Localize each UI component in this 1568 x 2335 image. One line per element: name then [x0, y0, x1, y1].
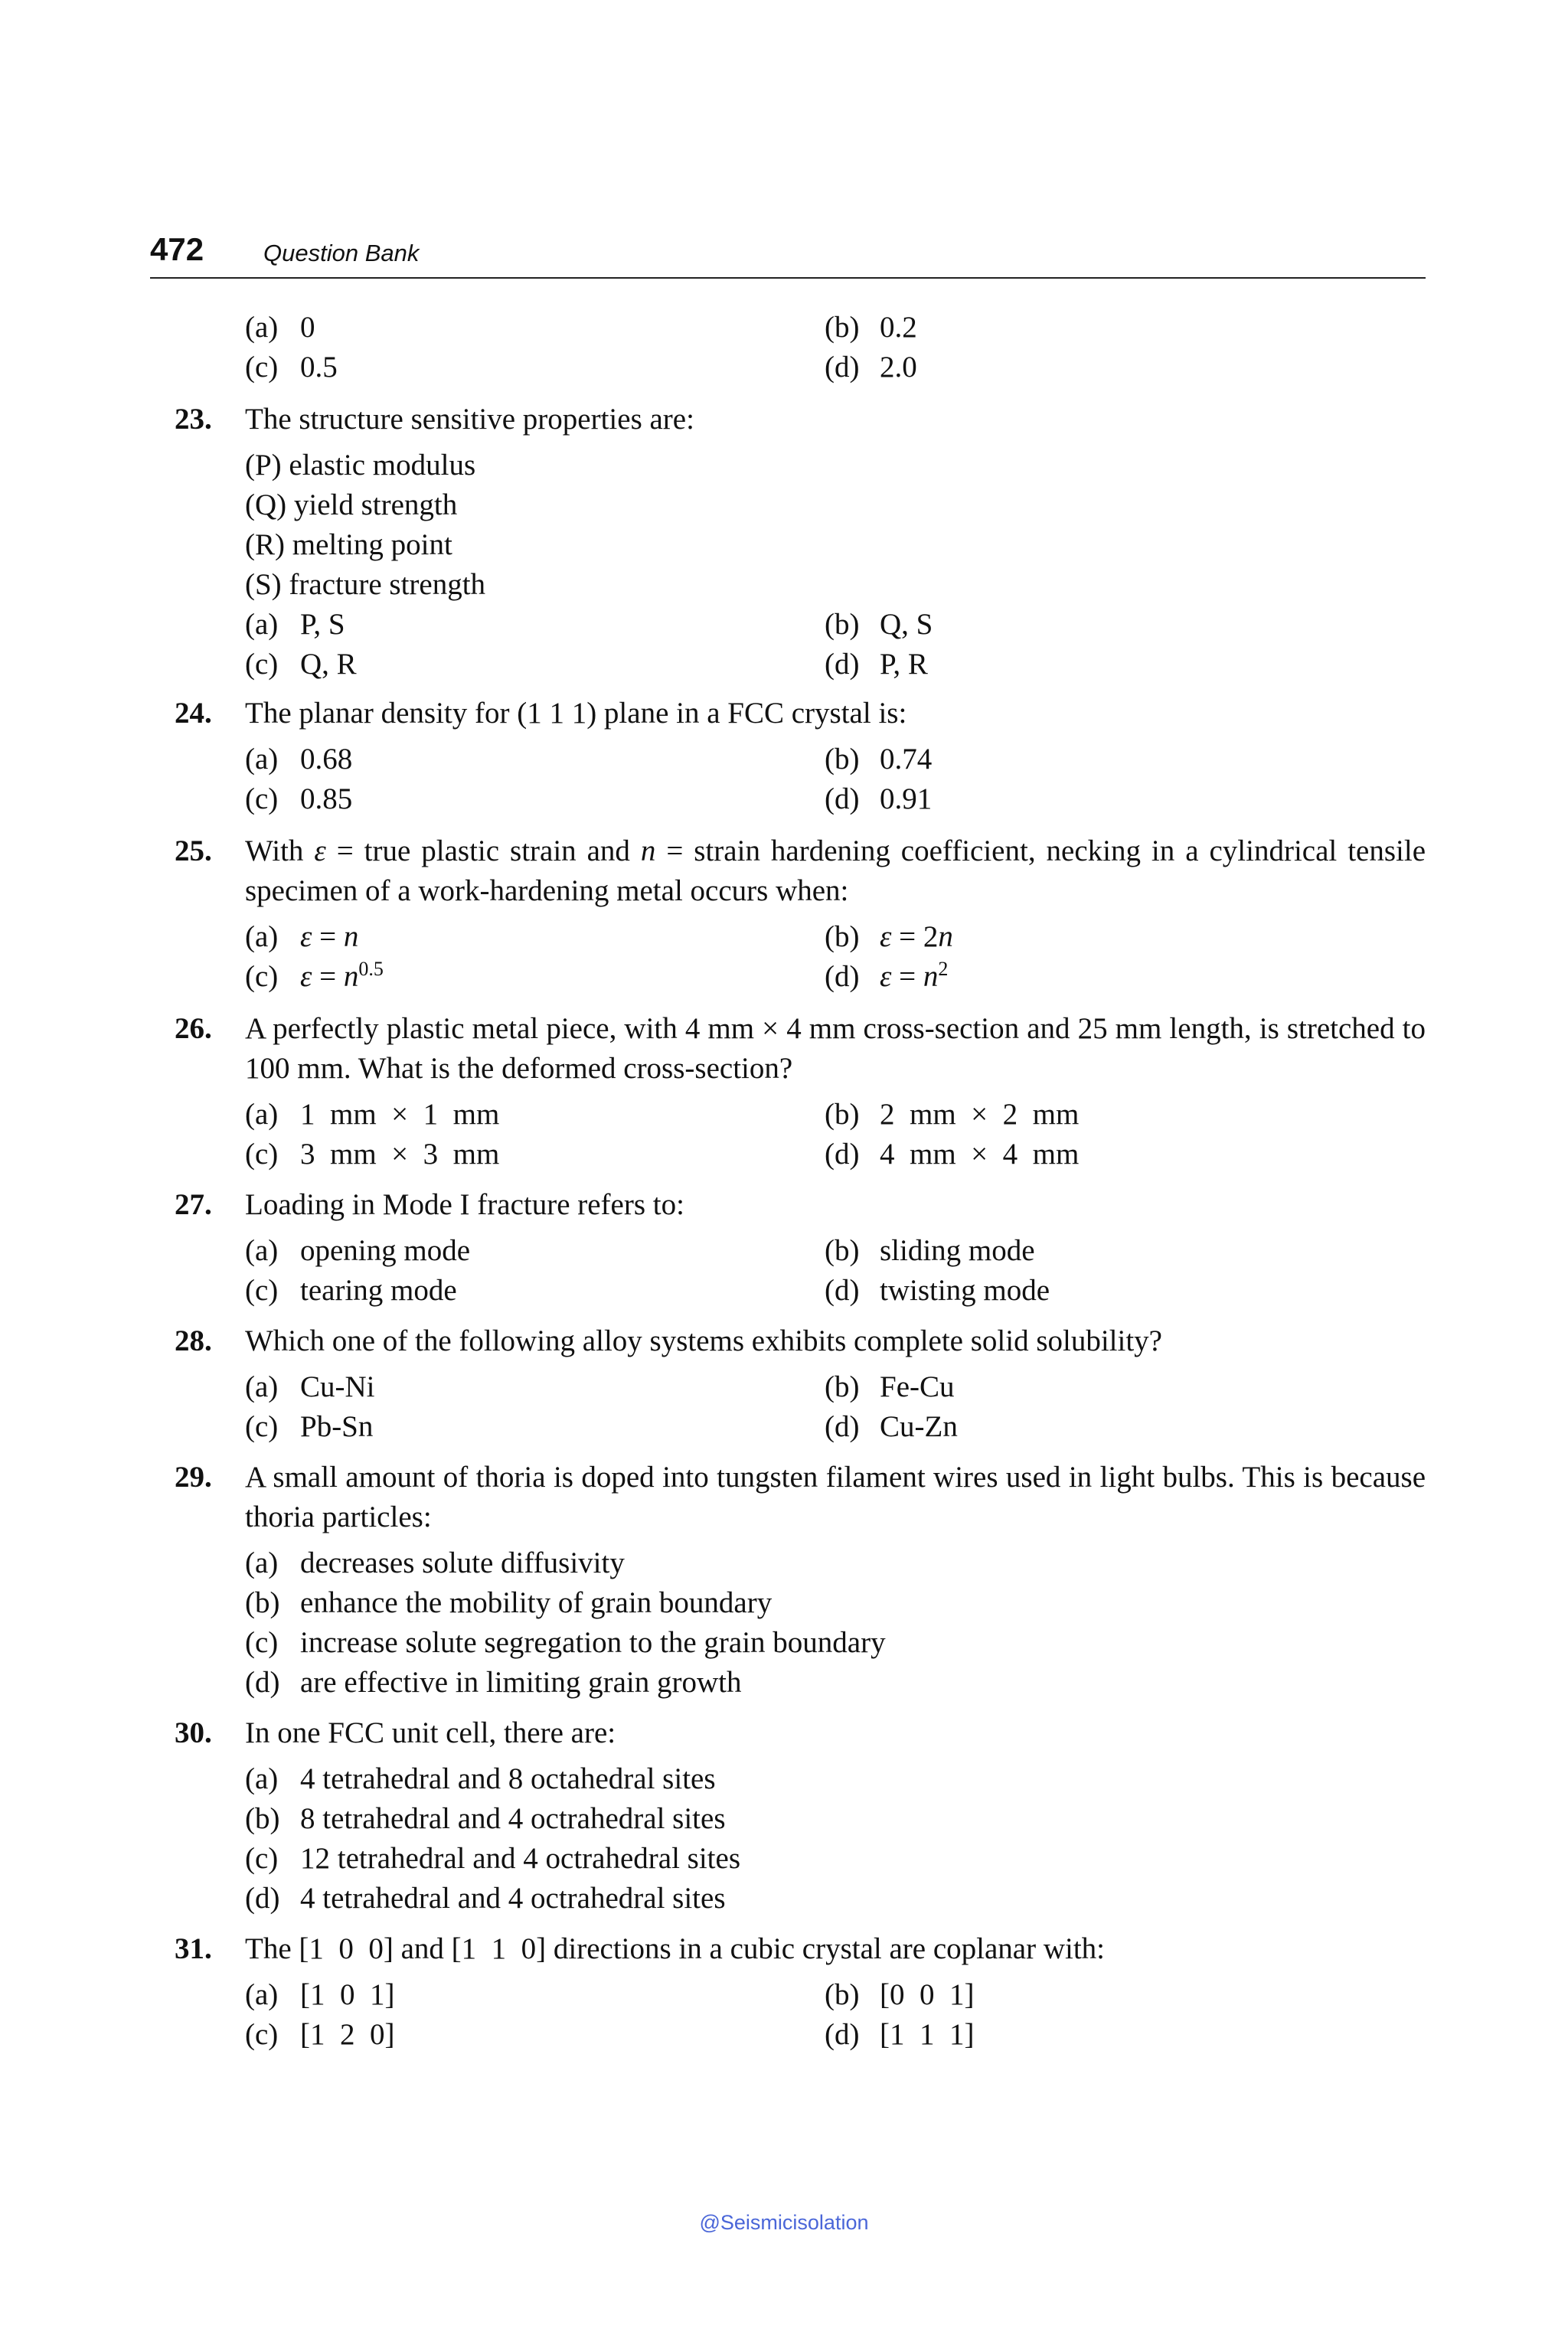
option-c: (c) Q, R [245, 648, 357, 681]
option-d: (d) Cu-Zn [825, 1410, 958, 1443]
option-d: (d) $\varepsilon = n^2$ [825, 958, 949, 993]
watermark: @Seismicisolation [699, 2211, 869, 2234]
question-number: 25. [175, 834, 212, 867]
option-b: (b) ε = 2n [825, 920, 953, 953]
option-d: (d) 4 mm × 4 mm [825, 1138, 1080, 1171]
option-c: (c) $\varepsilon = n^{0.5}$ [245, 958, 384, 993]
question-stem: Which one of the following alloy systems exhibits complete solid solubility? [245, 1324, 1162, 1357]
option-a: (a) P, S [245, 608, 345, 641]
question-stem: Loading in Mode I fracture refers to: [245, 1188, 684, 1221]
question-number: 26. [175, 1012, 212, 1045]
option-d: (d) twisting mode [825, 1274, 1050, 1307]
option-b: (b) 0.74 [825, 743, 933, 776]
running-title: Question Bank [263, 240, 420, 266]
question-number: 29. [175, 1461, 212, 1494]
option-a: (a) 0 [245, 311, 315, 344]
option-d: (d) 4 tetrahedral and 4 octrahedral sites [245, 1882, 726, 1915]
question-number: 24. [175, 697, 212, 730]
option-c: (c) 0.5 [245, 351, 338, 384]
question-number: 28. [175, 1324, 212, 1357]
question-stem: The structure sensitive properties are: [245, 403, 694, 436]
option-b: (b) 0.2 [825, 311, 917, 344]
option-b: (b) Q, S [825, 608, 933, 641]
page-header [150, 230, 1426, 279]
option-b: (b) 8 tetrahedral and 4 octrahedral sites [245, 1802, 726, 1835]
statement-p: (P) elastic modulus [245, 449, 476, 482]
question-stem: The [1 0 0] and [1 1 0] directions in a cubic crystal are coplanar with: [245, 1932, 1106, 1965]
option-a: (a) opening mode [245, 1234, 471, 1267]
option-c: (c) 12 tetrahedral and 4 octrahedral sites [245, 1842, 741, 1875]
question-stem: A perfectly plastic metal piece, with 4 mm × 4 mm cross-section and 25 mm length, is stretched to 100 mm. What is the deformed cross-section? [245, 1012, 1426, 1085]
question-stem: A small amount of thoria is doped into tungsten filament wires used in light bulbs. This is because thoria particles: [245, 1461, 1426, 1533]
option-a: (a) 4 tetrahedral and 8 octahedral sites [245, 1762, 716, 1795]
option-a: (a) [1 0 1] [245, 1978, 395, 2011]
question-stem: In one FCC unit cell, there are: [245, 1716, 616, 1749]
question-number: 30. [175, 1716, 212, 1749]
option-c: (c) increase solute segregation to the grain boundary [245, 1626, 886, 1659]
option-a: (a) Cu-Ni [245, 1370, 375, 1403]
statement-s: (S) fracture strength [245, 568, 486, 601]
question-number: 27. [175, 1188, 212, 1221]
option-d: (d) are effective in limiting grain growth [245, 1666, 742, 1699]
option-d: (d) 2.0 [825, 351, 917, 384]
option-a: (a) ε = n [245, 920, 359, 953]
option-c: (c) 3 mm × 3 mm [245, 1138, 500, 1171]
option-b: (b) 2 mm × 2 mm [825, 1098, 1080, 1131]
option-c: (c) [1 2 0] [245, 2018, 395, 2051]
option-c: (c) 0.85 [245, 782, 353, 815]
statement-q: (Q) yield strength [245, 488, 458, 521]
question-number: 23. [175, 403, 212, 436]
option-c: (c) tearing mode [245, 1274, 457, 1307]
option-b: (b) Fe-Cu [825, 1370, 955, 1403]
option-a: (a) 1 mm × 1 mm [245, 1098, 500, 1131]
option-d: (d) 0.91 [825, 782, 933, 815]
question-stem: The planar density for (1 1 1) plane in a FCC crystal is: [245, 697, 907, 730]
option-d: (d) [1 1 1] [825, 2018, 975, 2051]
option-a: (a) decreases solute diffusivity [245, 1546, 625, 1579]
question-stem: With ε = true plastic strain and n = strain hardening coefficient, necking in a cylindrical tensile specimen of a work-hardening metal occurs when: [245, 834, 1426, 907]
option-b: (b) enhance the mobility of grain boundary [245, 1586, 773, 1619]
option-c: (c) Pb-Sn [245, 1410, 374, 1443]
page-number: 472 [150, 231, 204, 267]
option-b: (b) [0 0 1] [825, 1978, 975, 2011]
option-d: (d) P, R [825, 648, 928, 681]
option-b: (b) sliding mode [825, 1234, 1035, 1267]
question-number: 31. [175, 1932, 212, 1965]
option-a: (a) 0.68 [245, 743, 353, 776]
statement-r: (R) melting point [245, 528, 452, 561]
